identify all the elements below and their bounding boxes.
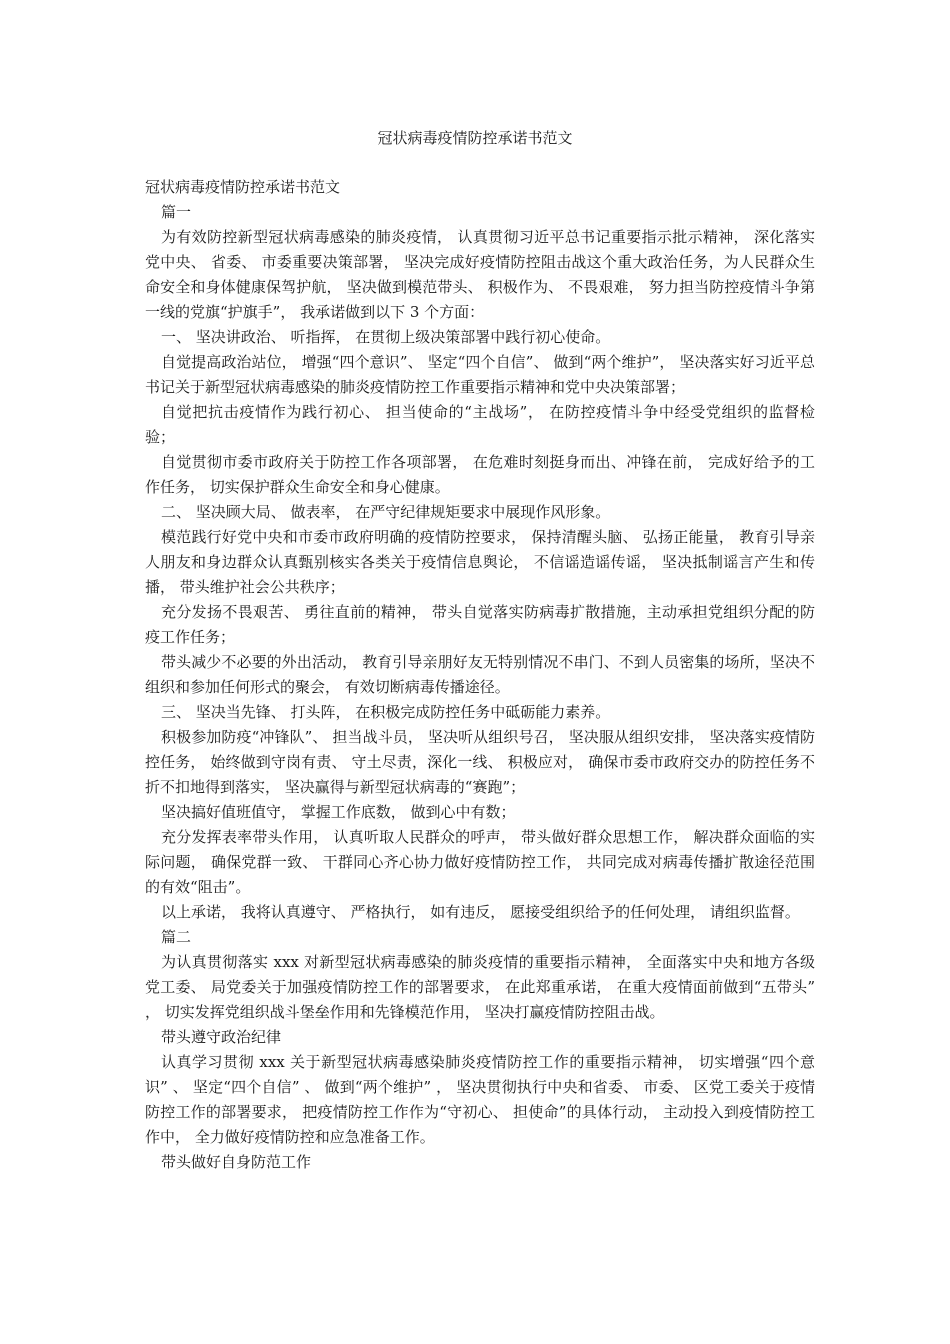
- section-label: 篇一: [161, 203, 192, 221]
- section-point: 三、 坚决当先锋、 打头阵， 在积极完成防控任务中砥砺能力素养。: [161, 703, 611, 721]
- paragraph: 为有效防控新型冠状病毒感染的肺炎疫情， 认真贯彻习近平总书记重要指示批示精神， 深化落实党中央、 省委、 市委重要决策部署， 坚决完成好疫情防控阻击战这个重大政治任务，为人民群众生命安全和身体健康保驾护航， 坚决做到模范带头、 积极作为、 不畏艰难， 努力担当防控疫情斗争第一线的党旗“护旗手”， 我承诺做到以下 3 个方面：: [145, 228, 815, 321]
- subheading: 带头遵守政治纪律: [161, 1028, 282, 1046]
- paragraph: 以上承诺， 我将认真遵守、 严格执行， 如有违反， 愿接受组织给予的任何处理， 请组织监督。: [161, 903, 800, 921]
- paragraph: 自觉提高政治站位， 增强“四个意识”、 坚定“四个自信”、 做到“两个维护”， 坚决落实好习近平总书记关于新型冠状病毒感染的肺炎疫情防控工作重要指示精神和党中央决策部署；: [145, 353, 815, 396]
- document-body: [145, 175, 815, 1175]
- paragraph: 带头减少不必要的外出活动， 教育引导亲朋好友无特别情况不串门、不到人员密集的场所，坚决不组织和参加任何形式的聚会， 有效切断病毒传播途径。: [145, 653, 815, 696]
- section-point: 一、 坚决讲政治、 听指挥， 在贯彻上级决策部署中践行初心使命。: [161, 328, 611, 346]
- paragraph: 模范践行好党中央和市委市政府明确的疫情防控要求， 保持清醒头脑、 弘扬正能量， 教育引导亲人朋友和身边群众认真甄别核实各类关于疫情信息舆论， 不信谣造谣传谣， 坚决抵制谣言产生和传播， 带头维护社会公共秩序；: [145, 528, 815, 596]
- paragraph: 坚决搞好值班值守， 掌握工作底数， 做到心中有数；: [161, 803, 516, 821]
- paragraph: 自觉贯彻市委市政府关于防控工作各项部署， 在危难时刻挺身而出、冲锋在前， 完成好给予的工作任务， 切实保护群众生命安全和身心健康。: [145, 453, 815, 496]
- body-heading: 冠状病毒疫情防控承诺书范文: [145, 178, 341, 196]
- section-label: 篇二: [161, 928, 192, 946]
- document-title: 冠状病毒疫情防控承诺书范文: [377, 129, 573, 147]
- paragraph: 为认真贯彻落实 xxx 对新型冠状病毒感染的肺炎疫情的重要指示精神， 全面落实中央和地方各级党工委、 局党委关于加强疫情防控工作的部署要求， 在此郑重承诺， 在重大疫情面前做到“五带头” ， 切实发挥党组织战斗堡垒作用和先锋模范作用， 坚决打赢疫情防控阻击战。: [145, 953, 815, 1021]
- paragraph: 自觉把抗击疫情作为践行初心、 担当使命的“主战场”， 在防控疫情斗争中经受党组织的监督检验；: [145, 403, 815, 446]
- paragraph: 认真学习贯彻 xxx 关于新型冠状病毒感染肺炎疫情防控工作的重要指示精神， 切实增强“四个意识” 、 坚定“四个自信” 、 做到“两个维护” ， 坚决贯彻执行中央和省委、 市委、 区党工委关于疫情防控工作的部署要求， 把疫情防控工作作为“守初心、 担使命”的具体行动， 主动投入到疫情防控工作中， 全力做好疫情防控和应急准备工作。: [145, 1053, 815, 1146]
- section-point: 二、 坚决顾大局、 做表率， 在严守纪律规矩要求中展现作风形象。: [161, 503, 611, 521]
- subheading: 带头做好自身防范工作: [161, 1153, 312, 1171]
- paragraph: 充分发挥表率带头作用， 认真听取人民群众的呼声， 带头做好群众思想工作， 解决群众面临的实际问题， 确保党群一致、 干群同心齐心协力做好疫情防控工作， 共同完成对病毒传播扩散途径范围的有效“阻击”。: [145, 828, 815, 896]
- paragraph: 积极参加防疫“冲锋队”、 担当战斗员， 坚决听从组织号召， 坚决服从组织安排， 坚决落实疫情防控任务， 始终做到守岗有责、 守土尽责，深化一线、 积极应对， 确保市委市政府交办的防控任务不折不扣地得到落实， 坚决赢得与新型冠状病毒的“赛跑”；: [145, 728, 815, 796]
- paragraph: 充分发扬不畏艰苦、 勇往直前的精神， 带头自觉落实防病毒扩散措施，主动承担党组织分配的防疫工作任务；: [145, 603, 815, 646]
